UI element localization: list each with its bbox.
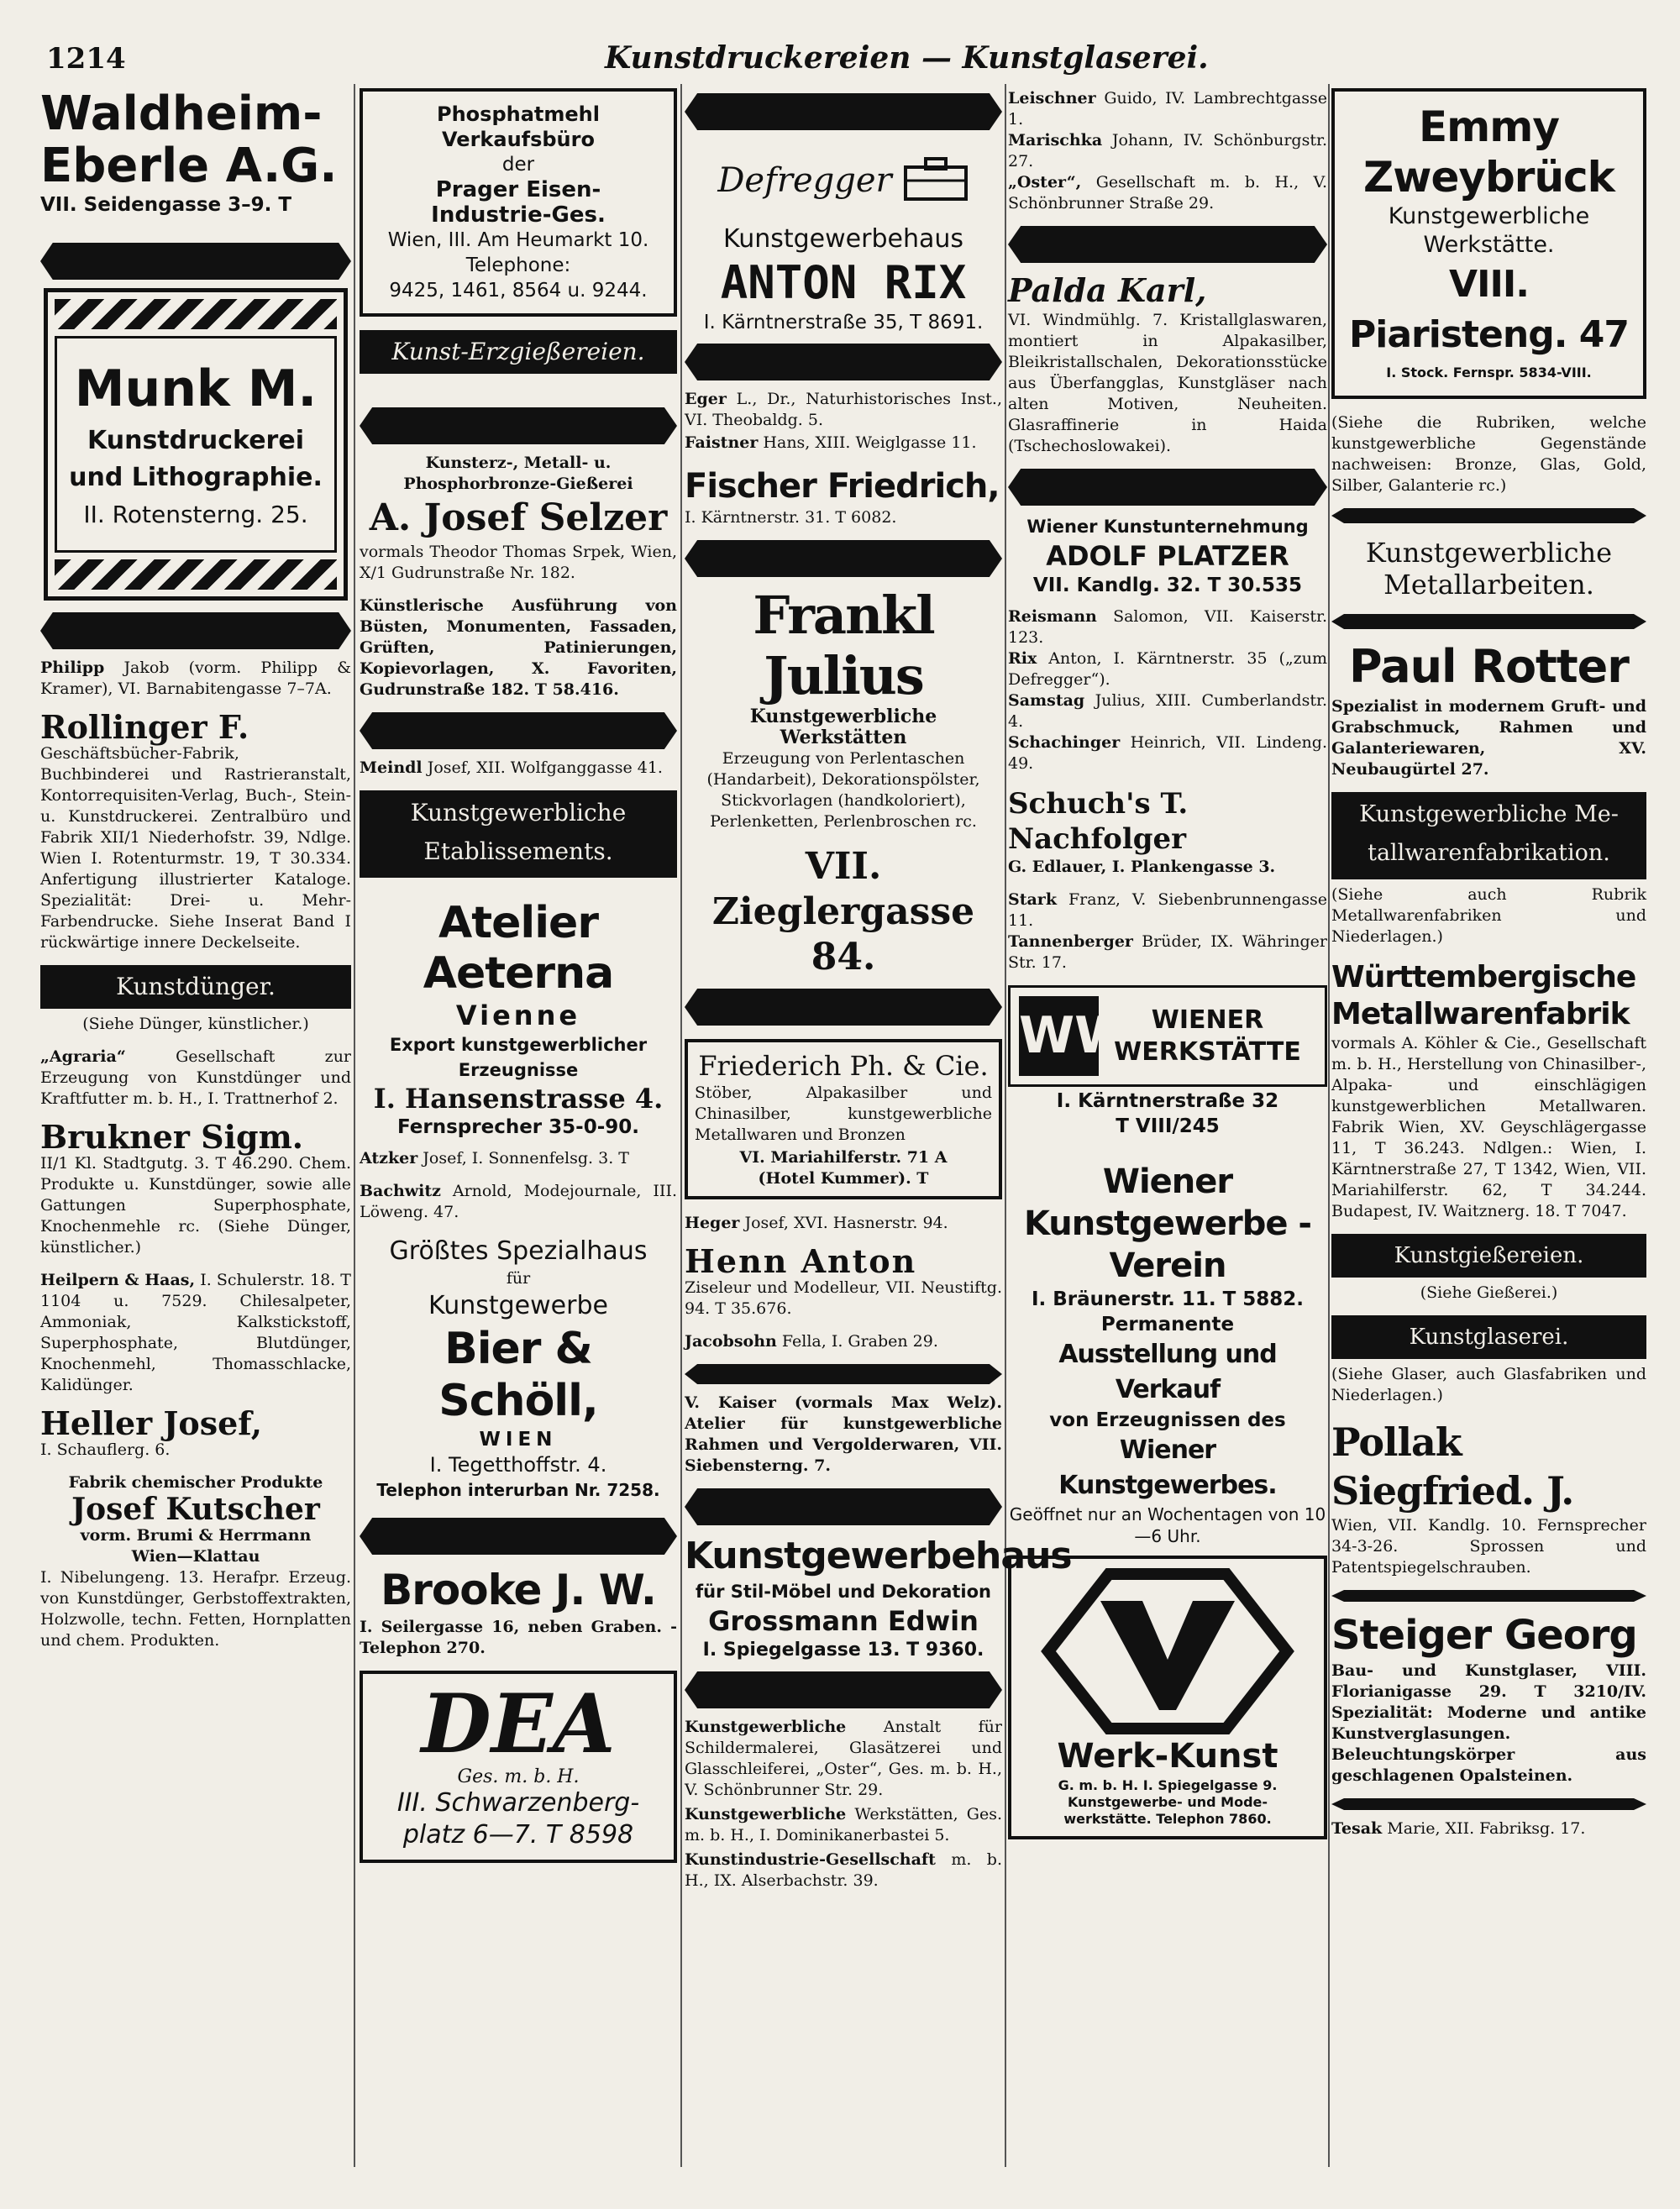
ad-kgverein [1008,1161,1327,1547]
entry-marischka [1008,130,1327,172]
ad-tel: T VIII/245 [1116,1115,1220,1137]
ad-line: Kunstdruckerei [87,426,304,455]
section-header-erzgiess: Kunst-Erzgießereien. [360,330,677,374]
ad-pollak-name: Pollak Siegfried. J. [1331,1419,1574,1514]
ad-brooke-text: I. Seilergasse 16, neben Graben. - Telephon 270. [360,1618,677,1657]
entry-text: Franz, V. Siebenbrunnengasse 11. [1008,890,1327,930]
entry-text: (vormals Max Welz). Atelier für kunstgewerbliche Rahmen und Vergolderwaren, VII. Siebensterng. 7. [685,1393,1002,1475]
ad-wmf-text: vormals A. Köhler & Cie., Gesellschaft m. b. H., Herstellung von Chinasilber-, Alpaka- und einschlägigen kunstgewerblichen Metallwaren. Fabrik Wien, XV. Geyschlägergasse 11, T 36.243. Ndlgen.: Wien, I. Kärntnerstraße 27, T 1342, Wien, VII. Mariahilferstr. 62, T 34.244. Budapest, IV. Waitznerg. 18. T 7047. [1331,1034,1646,1220]
ad-address: Wien, III. Am Heumarkt 10. [387,229,649,251]
ad-line: Kunstgewerbliche [749,706,937,727]
ad-line: für Stil-Möbel und Dekoration [695,1582,992,1602]
entry-atzker [360,1148,677,1169]
entry-text: Gesellschaft zur Erzeugung von Kunstdünger und Kraftfutter m. b. H., I. Trattnerhof 2. [40,1047,352,1108]
ad-brooke-name: Brooke J. W. [381,1566,656,1614]
ad-line: Phosphatmehl [437,102,600,126]
entry-fischer-addr: I. Kärntnerstr. 31. T 6082. [685,508,897,527]
ad-address: I. Kärntnerstraße 32 [1056,1090,1279,1112]
entry-rollinger-name: Rollinger F. [40,708,249,746]
ad-line: Export kunstgewerblicher [389,1035,648,1055]
entry-text: Jakob (vorm. Philipp & Kramer), VI. Barnabitengasse 7–7A. [40,659,352,698]
ornament-bar [685,93,1002,130]
ornament-bar [1331,1590,1646,1602]
ad-steiger-text: Bau- und Kunstglaser, VIII. Florianigasse 29. T 3210/IV. Spezialität: Moderne und antike Kunstverglasungen. Beleuchtungskörper aus geschlagenen Opalsteinen. [1331,1661,1646,1785]
entry-name: Meindl [360,758,423,777]
entry-text: Josef, I. Sonnenfelsg. 3. T [423,1149,629,1167]
ornament-bar [1331,508,1646,523]
ad-friederich [685,1039,1002,1199]
column-4 [1008,88,1327,1848]
entry-schuch-text: G. Edlauer, I. Plankengasse 3. [1008,858,1276,876]
entry-name: „Agraria“ [40,1047,126,1066]
ad-bierschoell [360,1235,677,1503]
ornament-bar [685,989,1002,1026]
entry-rix2 [1008,648,1327,690]
entry-text: Arnold, Modejournale, III. Löweng. 47. [360,1182,677,1221]
entry-name: Bachwitz [360,1182,441,1200]
entry-name: Kunstgewerbliche [685,1805,847,1823]
ad-line: Kunstgewerbehaus [685,1535,1072,1577]
ad-munk [44,288,348,601]
ornament-bar [685,540,1002,577]
ad-line: Erzeugnisse [458,1060,579,1080]
entry-rollinger-text: Geschäftsbücher-Fabrik, Buchbinderei und Rastrieranstalt, Kontorrequisiten-Verlag, Buch-, Stein- u. Kunstdruckerei. Zentralbüro und Fabrik XII/1 Niederhofstr. 39, Ndlge. Wien I. Rotenturmstr. 19, T 30.334. Anfertigung illustrierter Kataloge. Spezialität: Drei- u. Mehr-Farbendrucke. Siehe Inserat Band I rückwärtige innere Deckelseite. [40,744,351,952]
ad-line: Ges. m. b. H. [457,1766,580,1787]
ad-address: I. Bräunerstr. 11. T 5882. [1031,1288,1305,1310]
ad-address: VII. Seidengasse 3–9. T [40,194,292,216]
entry-name: Leischner [1008,89,1096,108]
entry-henn-text: Ziseleur und Modelleur, VII. Neustiftg. 94. T 35.676. [685,1278,1002,1318]
ww-logo-icon: WW [1019,996,1099,1076]
ad-address: I. Kärntnerstraße 35, T 8691. [703,312,984,333]
ornament-bar [40,612,351,649]
ad-line: WIENER [1151,1005,1264,1035]
entry-brukner-text: II/1 Kl. Stadtgutg. 3. T 46.290. Chem. Produkte u. Kunstdünger, sowie alle Gattungen Superphosphate, Knochenmehle rc. (Siehe Dünger, künstlicher.) [40,1154,351,1257]
section-note: (Siehe Gießerei.) [1420,1283,1558,1302]
ad-line: Größtes Spezialhaus [389,1236,648,1266]
ad-name: DEA [421,1676,616,1771]
entry-text: Julius, XIII. Cumberlandstr. 4. [1008,691,1327,731]
ad-tel: Telephon interurban Nr. 7258. [376,1480,660,1500]
entry-heller-name: Heller Josef, [40,1404,263,1442]
ad-text: Erzeugung von Perlentaschen (Handarbeit), Dekorationspölster, Stickvorlagen (handkoloriert), Perlenketten, Perlenbroschen rc. [706,749,980,831]
ornament-zigzag [55,559,337,590]
entry-philipp [40,658,351,700]
ad-address: VII. Kandlg. 32. T 30.535 [1032,575,1303,596]
ad-line: Ausstellung und Verkauf [1058,1340,1277,1404]
entry-name: Tesak [1331,1819,1383,1838]
ad-name: Bier & Schöll, [438,1324,598,1426]
column-rule [1328,84,1330,2167]
entry-bachwitz [360,1181,677,1223]
ad-line: Werkstätte. [1423,232,1555,258]
entry-kaiser [685,1393,1002,1477]
ad-line: Phosphorbronze-Gießerei [403,475,633,493]
ad-name: Frankl Julius [753,585,934,706]
ornament-zigzag [55,299,337,329]
ad-line: Kunstgewerbe [428,1291,608,1320]
section-header-line: tallwarenfabrikation. [1368,840,1610,866]
section-note: (Siehe Dünger, künstlicher.) [82,1015,309,1033]
entry-name: Eger [685,390,727,408]
ad-hours: Geöffnet nur an Wochentagen von 10—6 Uhr. [1009,1504,1326,1546]
ad-name: ADOLF PLATZER [1046,540,1289,572]
entry-oster [1008,172,1327,214]
ad-rotter-name: Paul Rotter [1349,640,1629,693]
ad-line: Kunstgewerbliche [1388,203,1590,229]
werk-kunst-logo-icon [1020,1567,1315,1735]
ad-address: (Hotel Kummer). T [758,1169,929,1188]
page-header [0,0,1680,76]
entry-palda-text: VI. Windmühlg. 7. Kristallglaswaren, montiert in Alpakasilber, Bleikristallschalen, Dekorationsstücke aus Überfangglas, Kunstgläser nach alten Motiven, Neuheiten. Glasraffinerie in Haida (Tschechoslowakei). [1008,311,1327,455]
ad-name: Eberle A.G. [40,139,338,193]
entry-text: Brüder, IX. Währinger Str. 17. [1008,932,1327,972]
section-header-line: Kunstgewerbliche [410,799,627,826]
column-rule [680,84,682,2167]
ad-line: Prager Eisen- [435,177,601,202]
entry-name: Atzker [360,1149,418,1167]
ad-address: VIII. Piaristeng. 47 [1349,263,1629,356]
ad-name: Waldheim- [40,87,323,141]
ad-aeterna [360,898,677,1140]
column-1 [40,88,351,1663]
entry-text: Johann, IV. Schönburgstr. 27. [1008,131,1327,171]
ad-line: Kunstgewerbehaus [723,224,963,254]
page-number: 1214 [46,42,126,76]
ad-platzer [1008,514,1327,598]
ad-line: von Erzeugnissen des [1049,1409,1286,1431]
entry-text: Heinrich, VII. Lindeng. 49. [1008,733,1327,773]
entry-text: Anton, I. Kärntnerstr. 35 („zum Defregger“). [1008,649,1327,689]
ad-text: Künstlerische Ausführung von Büsten, Monumenten, Fassaden, Grüften, Patinierungen, Kopievorlagen, X. Favoriten, Gudrunstraße 182. T 58.416. [360,596,677,699]
ornament-bar [685,1364,1002,1384]
ad-text: Stöber, Alpakasilber und Chinasilber, kunstgewerbliche Metallwaren und Bronzen [695,1084,992,1144]
ad-address: I. Spiegelgasse 13. T 9360. [702,1640,984,1661]
ad-line: WERKSTÄTTE [1114,1036,1301,1067]
ad-line: G. m. b. H. I. Spiegelgasse 9. [1058,1777,1278,1793]
ad-address: VI. Mariahilferstr. 71 A [739,1148,948,1167]
ad-name: ANTON RIX [720,256,967,309]
ad-address: I. Hansenstrasse 4. [373,1083,664,1115]
ad-selzer [360,453,677,700]
ad-line: werkstätte. Telephon 7860. [1063,1811,1272,1827]
ornament-bar [360,1518,677,1555]
ad-rotter-text: Spezialist in modernem Gruft- und Grabschmuck, Rahmen und Galanteriewaren, XV. Neubaugürtel 27. [1331,697,1646,779]
entry-text: I. Schulerstr. 18. T 1104 u. 7529. Chilesalpeter, Ammoniak, Kalkstickstoff, Superphosphate, Blutdünger, Knochenmehl, Thomasschlacke, Kalidünger. [40,1271,351,1394]
entry-henn-name: Henn Anton [685,1242,917,1280]
entry-text: Fella, I. Graben 29. [781,1332,938,1351]
ad-steiger-name: Steiger Georg [1331,1612,1637,1659]
ornament-bar [360,407,677,444]
ad-line: vorm. Brumi & Herrmann [80,1526,312,1545]
entry-agraria [40,1047,351,1110]
ad-line: I. Stock. Fernspr. 5834-VIII. [1386,365,1592,380]
entry-heilpern [40,1270,351,1396]
ad-dea [360,1671,677,1863]
ornament-bar [1331,1798,1646,1810]
entry-text: Salomon, VII. Kaiserstr. 123. [1008,607,1327,647]
ad-line: Kunsterz-, Metall- u. [425,454,612,472]
entry-text: Werkstätten, Ges. m. b. H., I. Dominikanerbastei 5. [685,1805,1002,1844]
entry-stark [1008,889,1327,931]
ornament-bar [685,1671,1002,1708]
entry-text: Josef, XVI. Hasnerstr. 94. [744,1214,948,1232]
ad-line: Wiener Kunstgewerbes. [1058,1435,1277,1500]
ad-wmf-name: Württembergische [1331,960,1636,994]
entry-name: Jacobsohn [685,1332,777,1351]
entry-name: Schachinger [1008,733,1121,752]
ad-name: Atelier Aeterna [423,898,614,999]
ad-name: Grossmann Edwin [708,1605,979,1637]
ad-signature: Defregger [717,161,892,200]
section-header-line: Etablissements. [423,837,613,865]
ornament-bar [685,344,1002,380]
ad-tel-label: Telephone: [465,254,571,276]
ad-address: II. Rotensterng. 25. [83,501,308,528]
entry-kunstwerkstaetten [685,1804,1002,1846]
entry-heller-addr: I. Schauflerg. 6. [40,1440,171,1459]
column-2 [360,88,677,1863]
entry-palda-name: Palda Karl, [1008,271,1207,309]
ad-name: Werk-Kunst [1057,1737,1278,1776]
column-5 [1331,88,1646,1851]
entry-text: Anstalt für Schildermalerei, Glasätzerei und Glasschleiferei, „Oster“, Ges. m. b. H., V. Schönbrunner Str. 29. [685,1718,1003,1799]
ad-address: I. Tegetthoffstr. 4. [429,1453,607,1477]
ad-text: I. Nibelungeng. 13. Herafpr. Erzeug. von Kunstdünger, Gerbstoffextrakten, Holzwolle, techn. Fetten, Hornplatten und chem. Produkten. [40,1568,351,1650]
entry-name: Kunstindustrie-Gesellschaft [685,1850,936,1869]
ad-grossmann [685,1534,1072,1663]
ornament-bar [360,712,677,749]
section-header-line: Kunstgewerbliche [1365,537,1613,569]
entry-kunstindustrie [685,1850,1002,1892]
ad-text: vormals Theodor Thomas Srpek, Wien, X/1 Gudrunstraße Nr. 182. [360,543,677,582]
entry-jacobsohn [685,1331,1002,1352]
entry-name: Marischka [1008,131,1103,150]
entry-name: „Oster“, [1008,173,1082,192]
entry-schuch-name: Schuch's T. Nachfolger [1008,787,1189,856]
section-note: (Siehe auch Rubrik Metallwarenfabriken und Niederlagen.) [1331,885,1646,946]
entry-tesak [1331,1818,1646,1839]
entry-name: Kunstgewerbliche [685,1718,847,1736]
entry-name: Samstag [1008,691,1085,710]
entry-reismann [1008,606,1327,648]
ad-line: für [506,1269,531,1288]
ad-name: A. Josef Selzer [369,496,668,539]
section-header-line: Kunstgewerbliche Me- [1359,801,1619,827]
entry-leischner [1008,88,1327,130]
entry-eger [685,389,1002,431]
ad-name: Munk M. [74,359,318,418]
ad-city: Vienne [455,1000,581,1031]
entry-schachinger [1008,732,1327,774]
section-header-metallarbeiten [1331,537,1646,601]
ad-munk-inner [55,336,337,553]
entry-text: Guido, IV. Lambrechtgasse 1. [1008,89,1327,129]
ad-wiener-werkstaette [1008,985,1327,1087]
ornament-bar [40,243,351,280]
ad-line: der [501,154,535,176]
ad-wmf-name: Metallwarenfabrik [1331,997,1630,1031]
entry-meindl [360,758,677,779]
ad-kutscher [40,1472,351,1651]
section-header-kunstgiess: Kunstgießereien. [1331,1234,1646,1278]
page-title: Kunstdruckereien — Kunstglaserei. [605,40,1209,76]
ad-werk-kunst [1008,1556,1327,1839]
ad-line: Fabrik chemischer Produkte [68,1473,323,1492]
section-note: (Siehe die Rubriken, welche kunstgewerbliche Gegenstände nachweisen: Bronze, Glas, Gold, Silber, Galanterie rc.) [1331,413,1646,495]
entry-kunstanstalt [685,1717,1002,1801]
ad-rix [685,139,1002,335]
section-header-etabl [360,790,677,878]
entry-brukner-name: Brukner Sigm. [40,1118,304,1156]
entry-text: Marie, XII. Fabriksg. 17. [1387,1819,1586,1838]
ad-line: platz 6—7. T 8598 [402,1820,634,1850]
entry-tannenberger [1008,931,1327,973]
entry-name: V. Kaiser [685,1393,776,1412]
ad-tel: Fernsprecher 35-0-90. [397,1116,639,1138]
ad-line: und Lithographie. [69,463,323,492]
entry-name: Faistner [685,433,759,452]
entry-name: Stark [1008,890,1057,909]
column-rule [1005,84,1006,2167]
entry-text: L., Dr., Naturhistorisches Inst., VI. Theobaldg. 5. [685,390,1002,429]
ad-line: Industrie-Ges. [431,202,606,228]
entry-name: Tannenberger [1008,932,1133,951]
ad-line: Wien—Klattau [131,1547,260,1566]
ad-name: Emmy Zweybrück [1363,102,1614,202]
ad-tel: 9425, 1461, 8564 u. 9244. [389,280,648,302]
ad-line: Verkaufsbüro [442,128,595,151]
ad-line: Permanente [1100,1314,1235,1335]
section-header-kunstglaserei: Kunstglaserei. [1331,1315,1646,1359]
ad-line: Kunstgewerbe - Verein [1023,1204,1312,1285]
ad-zweybrueck [1331,88,1646,399]
ad-ww-address [1008,1089,1327,1139]
entry-name: Heilpern & Haas, [40,1271,196,1289]
ad-line: Kunstgewerbe- und Mode- [1067,1794,1268,1810]
ornament-bar [685,1488,1002,1525]
column-rule [354,84,355,2167]
ornament-bar [1008,226,1327,263]
entry-name: Philipp [40,659,105,677]
ad-address: VII. Zieglergasse 84. [711,845,975,979]
section-header-line: Metallarbeiten. [1383,569,1594,601]
ad-name: Friederich Ph. & Cie. [698,1050,989,1082]
ad-line: Wiener Kunstunternehmung [1026,517,1309,537]
entry-fischer-name: Fischer Friedrich, [685,467,1000,506]
ad-city: WIEN [479,1429,558,1451]
ad-line: Werkstätten [780,727,907,748]
entry-heger [685,1213,1002,1234]
entry-name: Heger [685,1214,740,1232]
ornament-bar [1008,469,1327,506]
entry-text: m. b. H., IX. Alserbachstr. 39. [685,1850,1002,1890]
ad-line: Wiener [1102,1162,1233,1201]
ornament-bar [1331,614,1646,629]
entry-faistner [685,433,1002,454]
entry-name: Reismann [1008,607,1097,626]
ad-name: Josef Kutscher [71,1492,320,1527]
section-header-kunstduenger: Kunstdünger. [40,965,351,1009]
entry-name: Rix [1008,649,1037,668]
section-note: (Siehe Glaser, auch Glasfabriken und Niederlagen.) [1331,1365,1646,1404]
ad-waldheim [40,88,351,218]
ad-line: III. Schwarzenberg- [396,1788,640,1818]
ad-prager [360,88,677,317]
ad-pollak-text: Wien, VII. Kandlg. 10. Fernsprecher 34-3-26. Sprossen und Patentspiegelschrauben. [1331,1516,1646,1577]
entry-text: Josef, XII. Wolfganggasse 41. [427,758,663,777]
ad-rix-logo [685,139,1002,223]
entry-text: Gesellschaft m. b. H., V. Schönbrunner Straße 29. [1008,173,1327,213]
suitcase-icon [902,155,969,206]
section-header-metallwaren [1331,792,1646,879]
ad-frankl [685,585,1002,980]
entry-text: Hans, XIII. Weiglgasse 11. [763,433,977,452]
entry-samstag [1008,690,1327,732]
